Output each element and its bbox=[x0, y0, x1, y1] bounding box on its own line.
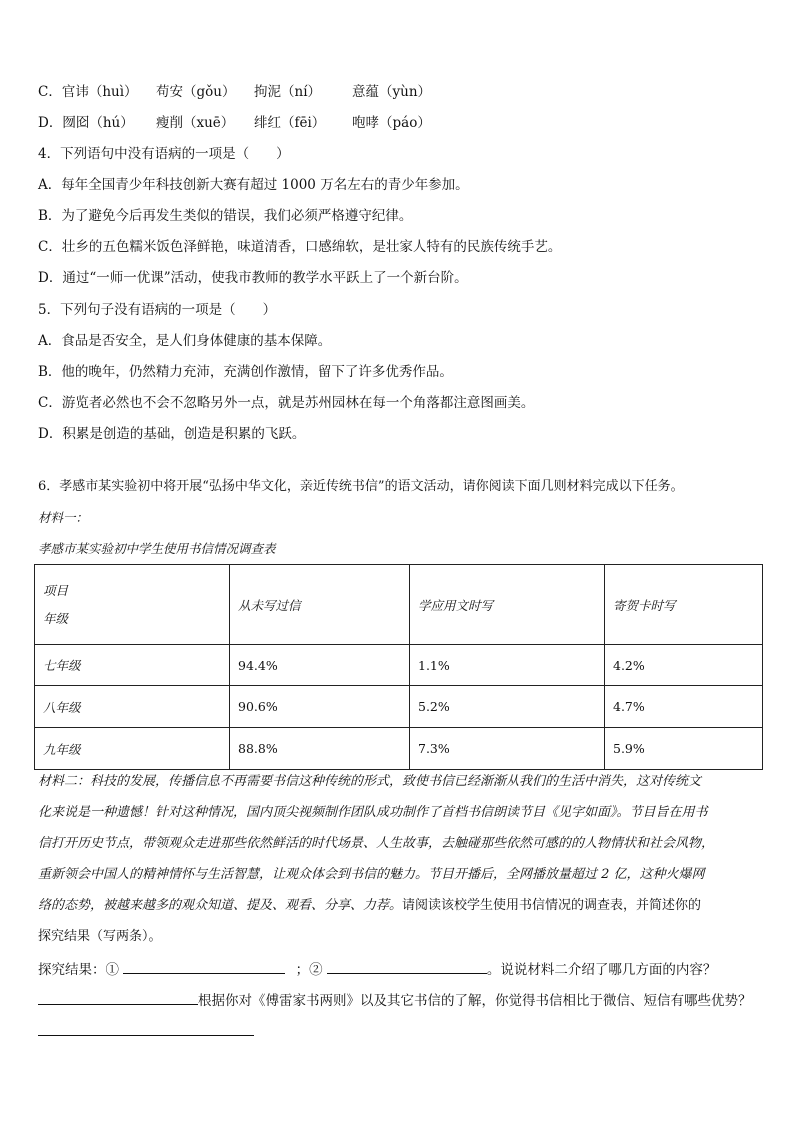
q5-option-a: A．食品是否安全，是人们身体健康的基本保障。 bbox=[38, 333, 332, 349]
q4-option-a: A．每年全国青少年科技创新大赛有超过 1000 万名左右的青少年参加。 bbox=[38, 177, 469, 193]
material1-label: 材料一： bbox=[38, 510, 89, 525]
table-row bbox=[35, 728, 763, 770]
table-cell: 4.7% bbox=[605, 686, 763, 728]
table-cell: 5.2% bbox=[410, 686, 605, 728]
answer-blank-2[interactable] bbox=[327, 959, 487, 974]
q3-option-d: D．囫囵（hú） 瘦削（xuē） 绯红（fēi） 咆哮（páo） bbox=[38, 115, 431, 131]
table-row bbox=[35, 645, 763, 686]
answer-blank-4[interactable] bbox=[38, 1021, 254, 1036]
material2-line: 化来说是一种遗憾！针对这种情况，国内顶尖视频制作团队成功制作了首档书信朗读节目《见字如面》。节目旨在用书 bbox=[38, 805, 708, 820]
q5-option-d: D．积累是创造的基础，创造是积累的飞跃。 bbox=[38, 426, 306, 442]
material2-line: 重新领会中国人的精神情怀与生活智慧，让观众体会到书信的魅力。节目开播后，全网播放量超过 2 亿，这种火爆网 bbox=[38, 867, 705, 882]
table-header-col: 学应用文时写 bbox=[410, 565, 605, 645]
row-grade: 七年级 bbox=[35, 645, 230, 686]
table-cell: 88.8% bbox=[230, 728, 410, 770]
answer-line-1: 探究结果：① ；② 。说说材料二介绍了哪几方面的内容？ bbox=[38, 959, 716, 980]
table-header-corner bbox=[35, 565, 230, 645]
table-row bbox=[35, 686, 763, 728]
table-header-col: 从未写过信 bbox=[230, 565, 410, 645]
header-item-label: 项目 bbox=[43, 582, 69, 598]
q4-option-d: D．通过“一师一优课”活动，使我市教师的教学水平跃上了一个新台阶。 bbox=[38, 270, 468, 286]
q5-option-b: B．他的晚年，仍然精力充沛，充满创作激情，留下了许多优秀作品。 bbox=[38, 364, 453, 380]
table-header-row bbox=[35, 565, 763, 645]
header-grade-label: 年级 bbox=[43, 610, 69, 626]
table-title: 孝感市某实验初中学生使用书信情况调查表 bbox=[38, 541, 276, 556]
table-cell: 94.4% bbox=[230, 645, 410, 686]
answer-line-2: 根据你对《傅雷家书两则》以及其它书信的了解，你觉得书信相比于微信、短信有哪些优势？ bbox=[38, 990, 752, 1011]
answer-blank-1[interactable] bbox=[123, 959, 285, 974]
table-cell: 1.1% bbox=[410, 645, 605, 686]
answer-line-3 bbox=[38, 1021, 254, 1042]
table-cell: 7.3% bbox=[410, 728, 605, 770]
q3-option-c: C．官讳（huì） 苟安（gǒu） 拘泥（ní） 意蕴（yùn） bbox=[38, 84, 432, 100]
q5-stem: 5．下列句子没有语病的一项是（ ） bbox=[38, 302, 277, 318]
row-grade: 八年级 bbox=[35, 686, 230, 728]
table-cell: 90.6% bbox=[230, 686, 410, 728]
q5-option-c: C．游览者必然也不会不忽略另外一点，就是苏州园林在每一个角落都注意图画美。 bbox=[38, 395, 535, 411]
table-header-col: 寄贺卡时写 bbox=[605, 565, 763, 645]
material2-line: 探究结果（写两条）。 bbox=[38, 929, 162, 944]
q4-option-b: B．为了避免今后再发生类似的错误，我们必须严格遵守纪律。 bbox=[38, 208, 413, 224]
survey-table bbox=[34, 564, 763, 770]
q4-stem: 4．下列语句中没有语病的一项是（ ） bbox=[38, 146, 290, 162]
material2-line: 信打开历史节点，带领观众走进那些依然鲜活的时代场景、人生故事，去触碰那些依然可感的的人物情状和社会风物， bbox=[38, 836, 715, 851]
table-cell: 4.2% bbox=[605, 645, 763, 686]
material2-line: 材料二：科技的发展，传播信息不再需要书信这种传统的形式，致使书信已经渐渐从我们的生活中消失，这对传统文 bbox=[38, 774, 702, 789]
material2-paragraph bbox=[38, 766, 760, 952]
row-grade: 九年级 bbox=[35, 728, 230, 770]
q4-option-c: C．壮乡的五色糯米饭色泽鲜艳，味道清香，口感绵软，是壮家人特有的民族传统手艺。 bbox=[38, 239, 562, 255]
material2-line: 络的态势，被越来越多的观众知道、提及、观看、分享、力荐。请阅读该校学生使用书信情况的调查表，并简述你的 bbox=[38, 898, 702, 913]
q6-stem: 6．孝感市某实验初中将开展“弘扬中华文化，亲近传统书信”的语文活动，请你阅读下面几则材料完成以下任务。 bbox=[38, 479, 684, 494]
answer-blank-3[interactable] bbox=[38, 990, 198, 1005]
table-cell: 5.9% bbox=[605, 728, 763, 770]
